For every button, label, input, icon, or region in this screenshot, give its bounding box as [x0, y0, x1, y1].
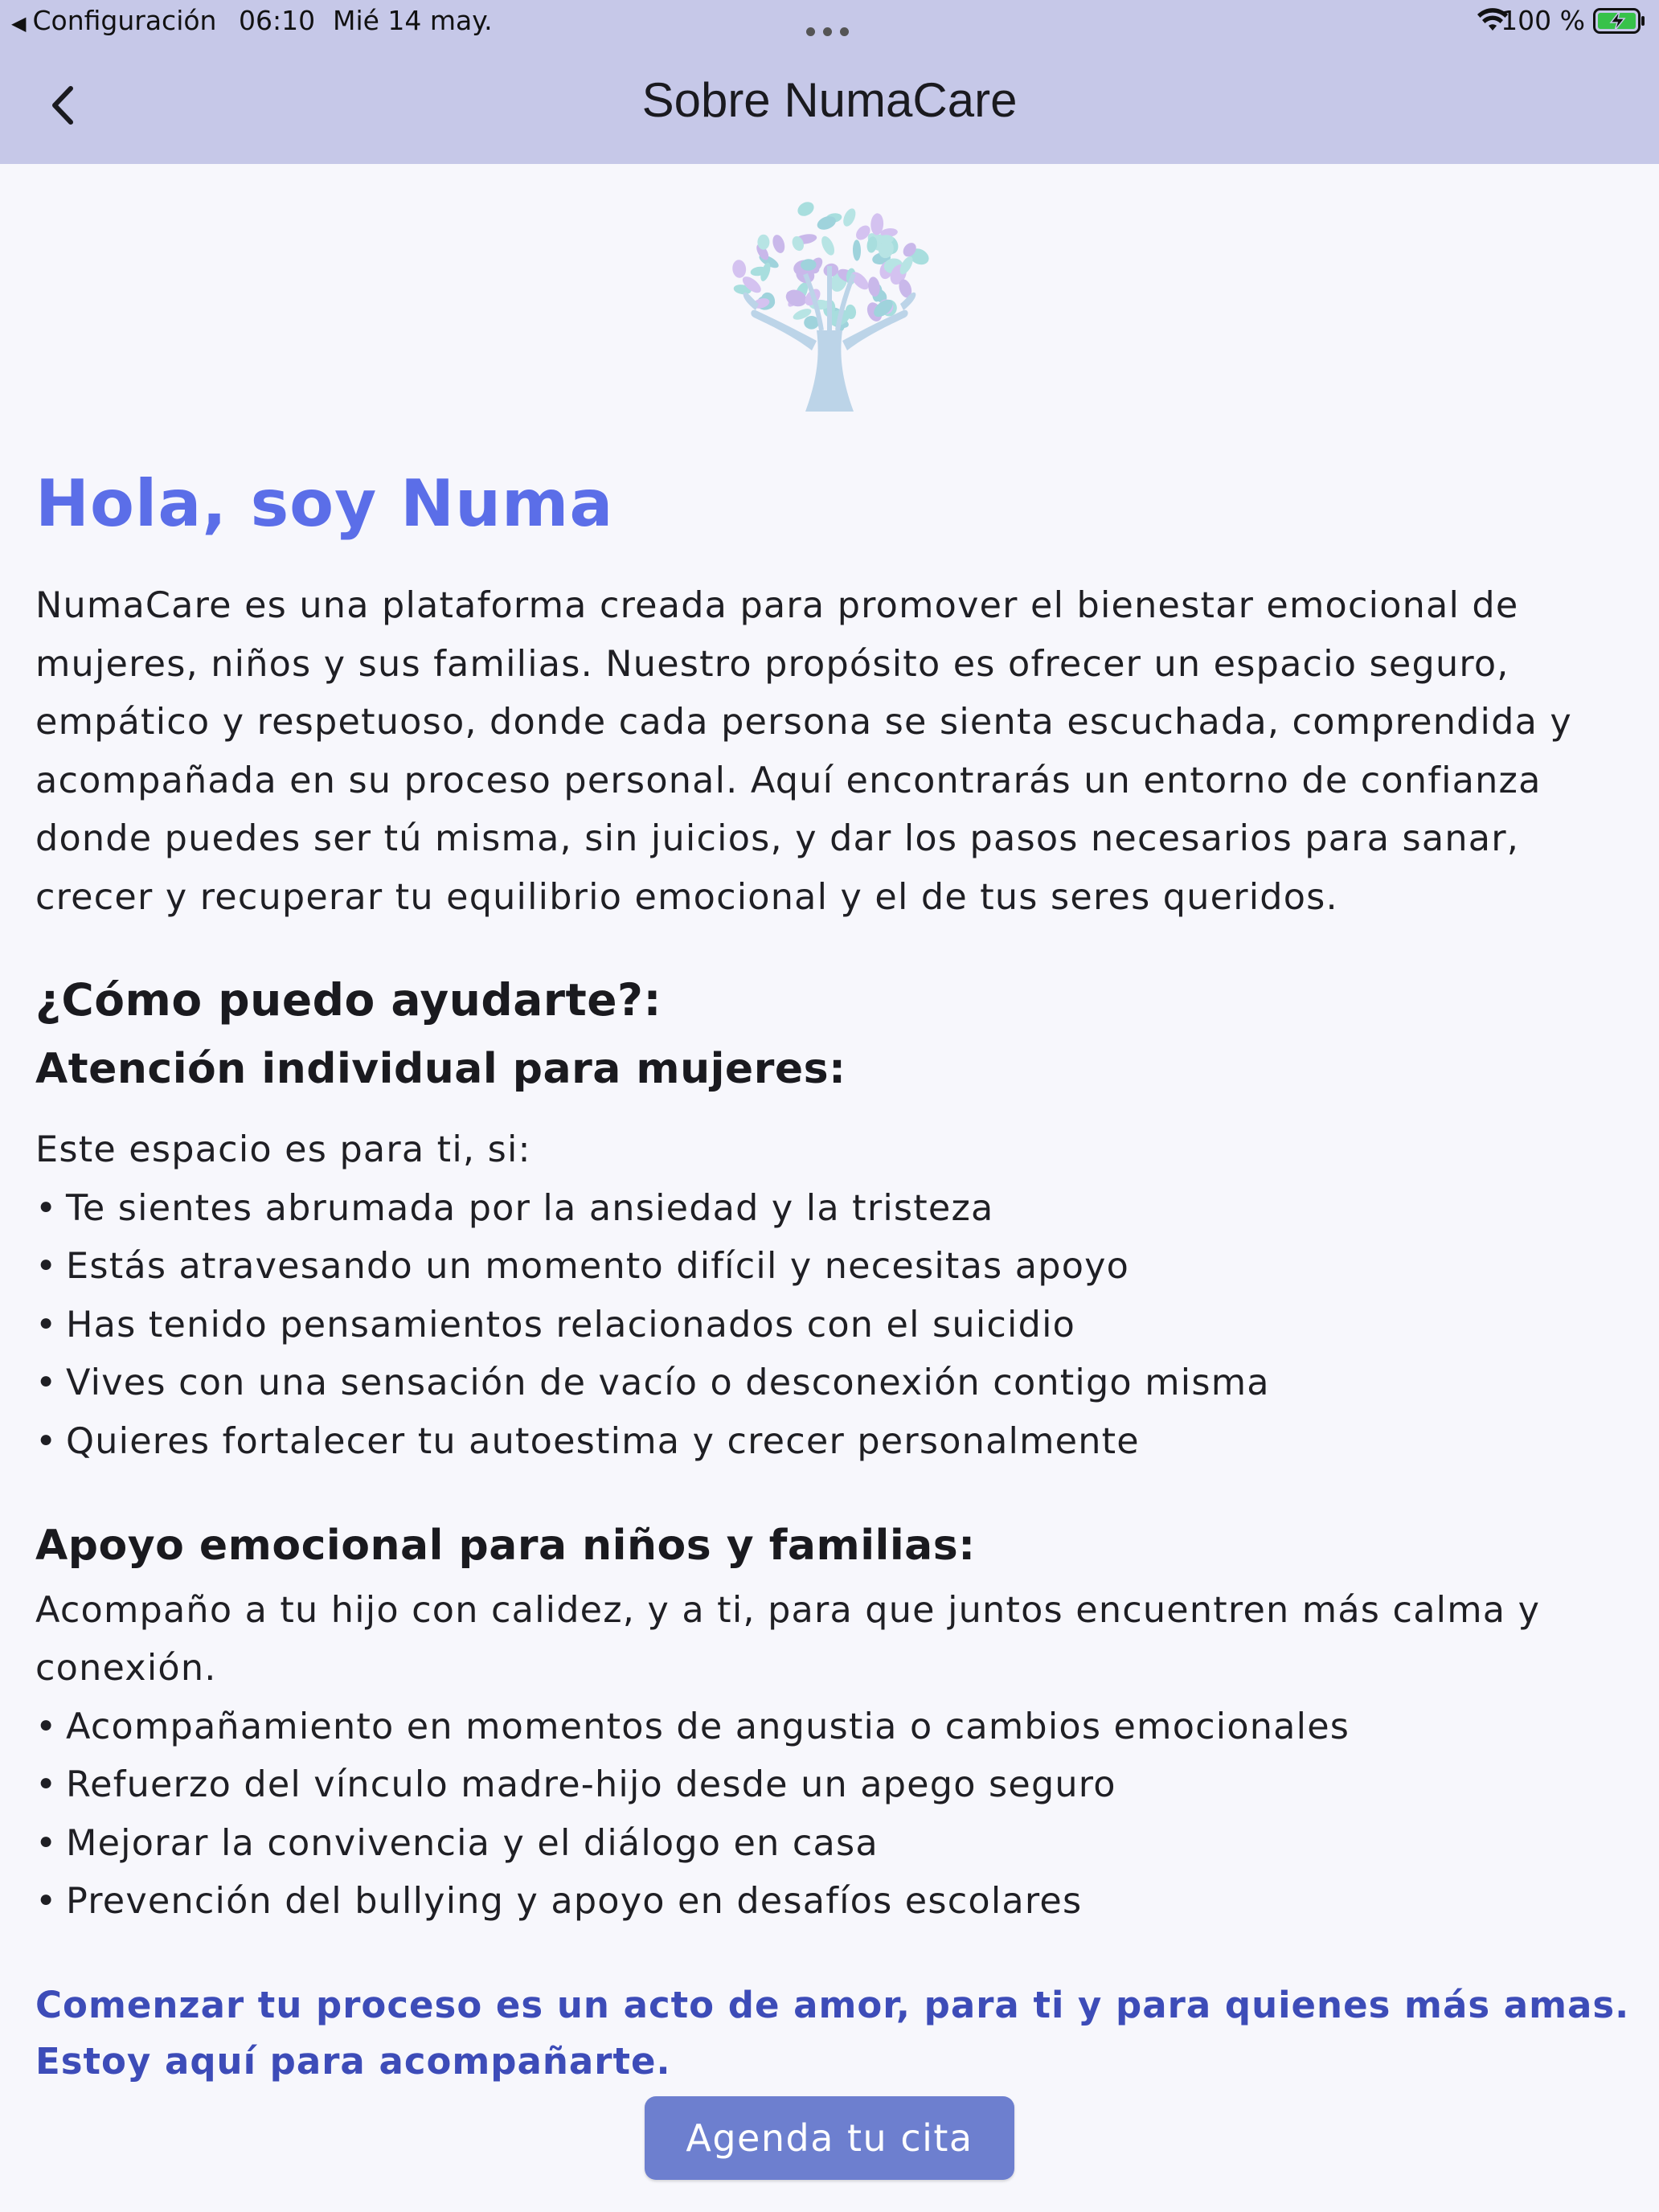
intro-paragraph: NumaCare es una plataforma creada para promover el bienestar emocional de mujeres, niños y sus familias. Nuestro propósito es ofrecer un espacio seguro, empático y respetuoso, donde cada persona se sienta escuchada, comprendida y acompañada en su proceso personal. Aquí encontrarás un entorno de confianza donde puedes ser tú misma, sin juicios, y dar los pasos necesarios para sanar, crecer y recuperar tu equilibrio emocional y el de tus seres queridos. — [35, 585, 1572, 918]
logo-leaf — [841, 207, 858, 228]
list-item: • Te sientes abrumada por la ansiedad y la tristeza — [35, 1188, 994, 1229]
multitasking-dots-icon[interactable] — [802, 11, 855, 27]
logo-leaf — [853, 240, 861, 261]
back-app-label: Configuración — [32, 5, 217, 36]
closing-message — [35, 1977, 1629, 2090]
logo-leaf — [771, 233, 787, 254]
closing-line-1: Comenzar tu proceso es un acto de amor, para ti y para quienes más amas. — [35, 1984, 1630, 2026]
list-item: • Refuerzo del vínculo madre-hijo desde un apego seguro — [35, 1764, 1116, 1805]
women-intro-text: Este espacio es para ti, si: — [35, 1129, 531, 1170]
closing-line-2: Estoy aquí para acompañarte. — [35, 2040, 671, 2083]
tree-hands-logo — [717, 198, 942, 412]
battery-charging-icon — [1593, 8, 1646, 34]
list-item: • Mejorar la convivencia y el diálogo en casa — [35, 1823, 879, 1864]
women-section-heading: Atención individual para mujeres: — [35, 1045, 846, 1093]
page-title: Sobre NumaCare — [641, 73, 1018, 127]
list-item: • Vives con una sensación de vacío o desconexión contigo misma — [35, 1362, 1270, 1403]
families-section-heading: Apoyo emocional para niños y familias: — [35, 1522, 976, 1570]
back-to-app-link[interactable] — [11, 5, 216, 36]
list-item: • Estás atravesando un momento difícil y necesitas apoyo — [35, 1246, 1130, 1287]
intro-heading: Hola, soy Numa — [35, 466, 614, 541]
book-appointment-button[interactable]: Agenda tu cita — [645, 2096, 1014, 2180]
logo-leaf — [819, 234, 837, 257]
navigation-bar — [0, 0, 1659, 164]
list-item: • Quieres fortalecer tu autoestima y crecer personalmente — [35, 1421, 1140, 1462]
families-intro-text: Acompaño a tu hijo con calidez, y a ti, para que juntos encuentren más calma y — [35, 1590, 1541, 1631]
status-bar — [0, 0, 1659, 45]
logo-leaf — [795, 199, 817, 219]
list-item: • Has tenido pensamientos relacionados con el suicidio — [35, 1305, 1076, 1346]
back-triangle-icon: ◀ — [11, 12, 27, 35]
battery-percentage: 100 % — [1501, 5, 1585, 36]
status-date: Mié 14 may. — [333, 5, 493, 36]
help-heading: ¿Cómo puedo ayudarte?: — [35, 974, 662, 1026]
list-item: • Prevención del bullying y apoyo en desafíos escolares — [35, 1881, 1083, 1922]
logo-leaf — [757, 235, 769, 250]
logo-leaf — [731, 259, 747, 278]
families-intro-text-cont: conexión. — [35, 1648, 217, 1689]
status-time: 06:10 — [239, 5, 316, 36]
list-item: • Acompañamiento en momentos de angustia o cambios emocionales — [35, 1706, 1350, 1747]
